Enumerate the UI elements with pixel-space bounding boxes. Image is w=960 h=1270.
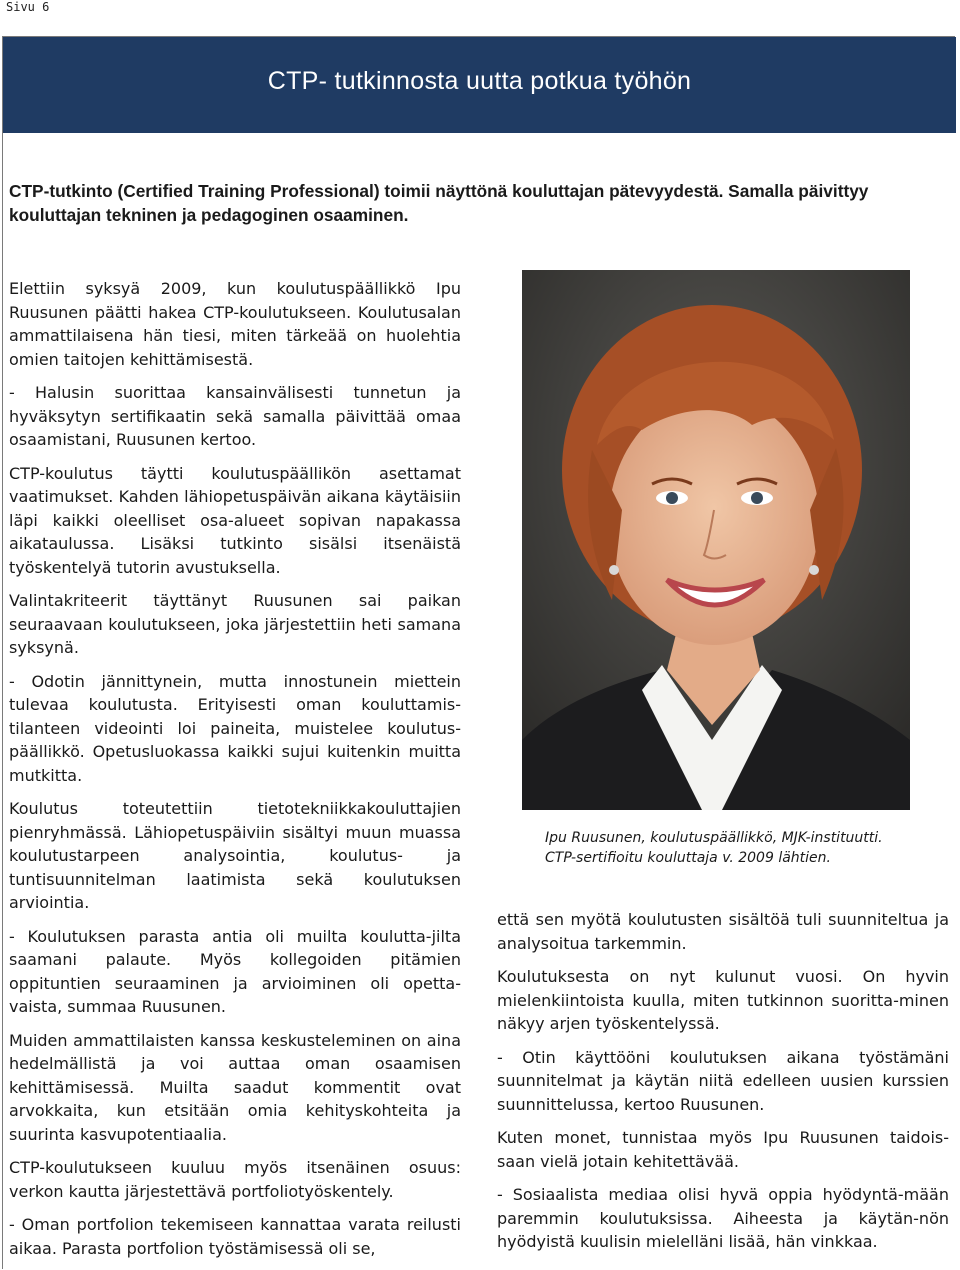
body-paragraph: CTP-koulutus täytti koulutuspäällikön asettamat vaatimukset. Kahden lähiopetuspäivän aikana käytäisiin läpi kaikki oleelliset osa-alueet sopivan napakassa aikataulussa. Lisäksi tutkinto sisälsi itsenäistä työskentelyä tutorin avustuksella. [9, 463, 461, 577]
body-paragraph: Kuten monet, tunnistaa myös Ipu Ruusunen taidois-saan vielä jotain kehitettävää. [497, 1128, 949, 1171]
title-banner [3, 37, 956, 133]
lead-paragraph: CTP-tutkinto (Certified Training Professional) toimii näyttönä kouluttajan pätevyydestä. Samalla päivittyy kouluttajan tekninen ja pedagoginen osaaminen. [9, 181, 869, 225]
body-paragraph: - Oman portfolion tekemiseen kannattaa varata reilusti aikaa. Parasta portfolion työstämisessä oli se, [9, 1215, 461, 1258]
photo-caption [545, 828, 945, 868]
body-paragraph: - Halusin suorittaa kansainvälisesti tunnetun ja hyväksytyn sertifikaatin sekä samalla päivittää omaa osaamistani, Ruusunen kertoo. [9, 383, 461, 449]
caption-line: CTP-sertifioitu kouluttaja v. 2009 lähtien. [545, 850, 831, 866]
body-paragraph: CTP-koulutukseen kuuluu myös itsenäinen osuus: verkon kautta järjestettävä portfoliotyöskentely. [9, 1158, 461, 1201]
body-paragraph: Koulutuksesta on nyt kulunut vuosi. On hyvin mielenkiintoista kuulla, miten tutkinnon suoritta-minen näkyy arjen työskentelyssä. [497, 967, 949, 1033]
body-paragraph: - Koulutuksen parasta antia oli muilta koulutta-jilta saamani palaute. Myös kollegoiden pitämien oppituntien seuraaminen ja arvioiminen oli opetta-vaista, summaa Ruusunen. [9, 926, 461, 1016]
body-paragraph: Valintakriteerit täyttänyt Ruusunen sai paikan seuraavaan koulutukseen, joka järjestettiin heti samana syksynä. [9, 591, 461, 657]
caption-line: Ipu Ruusunen, koulutuspäällikkö, MJK-instituutti. [545, 830, 883, 846]
left-column [9, 277, 461, 1270]
page-number-label: Sivu 6 [6, 0, 50, 14]
portrait-photo [522, 270, 910, 810]
portrait-illustration [522, 270, 910, 810]
body-paragraph: Koulutus toteutettiin tietotekniikkakouluttajien pienryhmässä. Lähiopetuspäiviin sisältyi muun muassa koulutustarpeen analysointia, koulutus- ja tuntisuunnitelman laatimista sekä koulutuksen arviointia. [9, 799, 461, 912]
body-paragraph: että sen myötä koulutusten sisältöä tuli suunniteltua ja analysoitua tarkemmin. [497, 910, 949, 953]
body-paragraph: - Odotin jännittynein, mutta innostunein miettein tulevaa koulutusta. Erityisesti oman kouluttamis-tilanteen videointi loi paineita, muistelee koulutus-päällikkö. Opetusluokassa kaikki sujui kuitenkin muitta mutkitta. [9, 671, 461, 785]
article-title: CTP- tutkinnosta uutta potkua työhön [267, 67, 692, 95]
body-paragraph: Muiden ammattilaisten kanssa keskusteleminen on aina hedelmällistä ja voi auttaa oman osaamisen kehittämisessä. Muilta saadut kommentit ovat arvokkaita, kun etsitään omia kehityskohteita ja suurinta kasvupotentiaalia. [9, 1030, 461, 1144]
right-column [497, 908, 949, 1264]
body-paragraph: - Otin käyttööni koulutuksen aikana työstämäni suunnitelmat ja käytän niitä edelleen uusien kurssien suunnittelussa, kertoo Ruusunen. [497, 1047, 949, 1114]
body-paragraph: - Sosiaalista mediaa olisi hyvä oppia hyödyntä-mään paremmin koulutuksissa. Aiheesta ja käytän-nön hyödyistä kuulisin mielelläni lisää, hän vinkkaa. [497, 1185, 949, 1251]
body-paragraph: Elettiin syksyä 2009, kun koulutuspäällikkö Ipu Ruusunen päätti hakea CTP-koulutukseen. Koulutusalan ammattilaisena hän tiesi, miten tärkeää on huolehtia omien taitojen kehittämisestä. [9, 279, 461, 369]
